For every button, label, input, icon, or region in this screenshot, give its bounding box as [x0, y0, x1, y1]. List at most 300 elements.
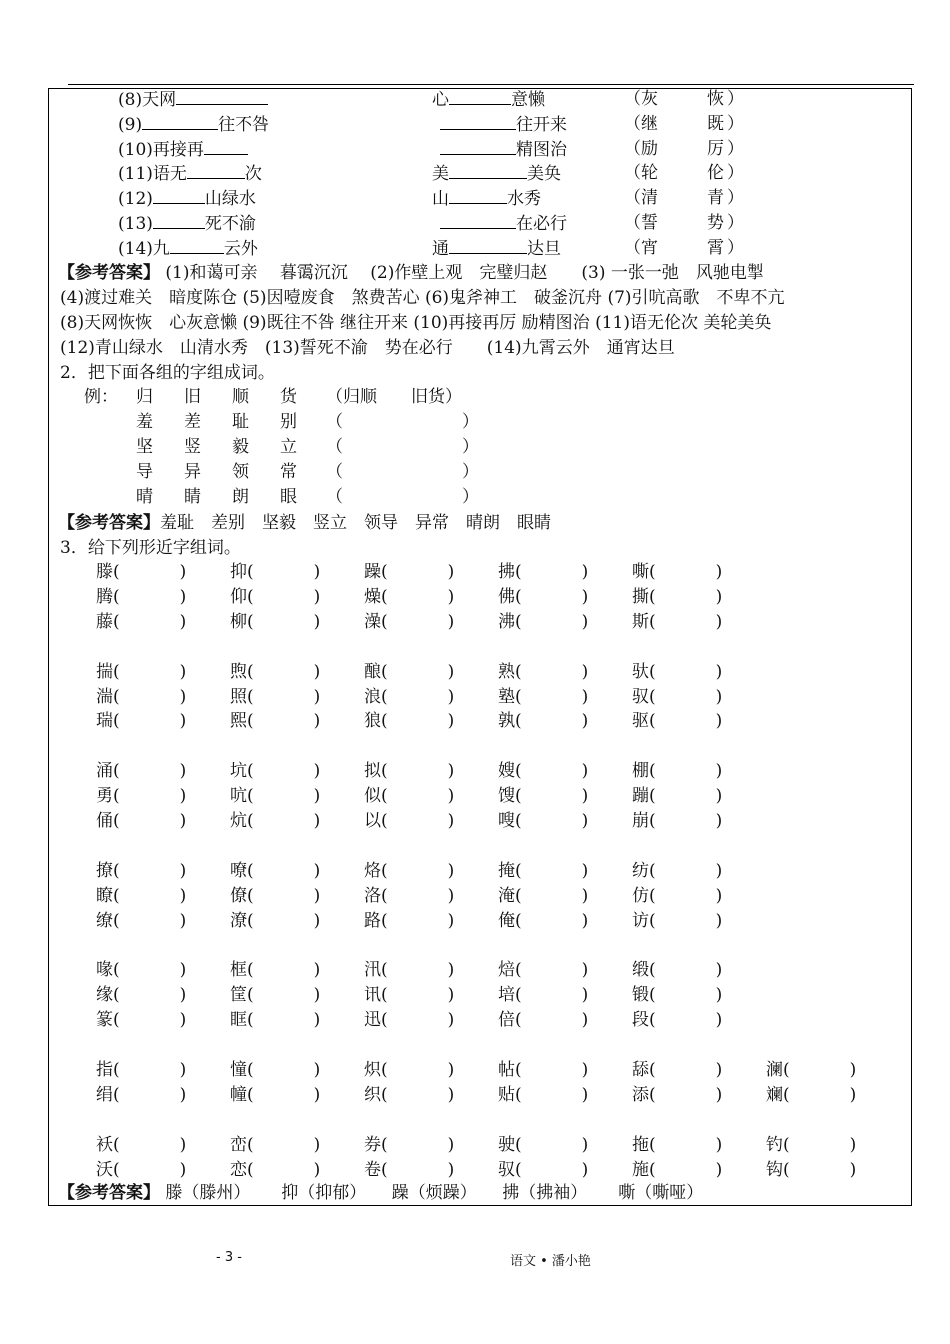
base-char: 似	[364, 786, 381, 807]
base-char: 照	[230, 686, 247, 707]
base-char: 湍	[96, 686, 113, 707]
base-char: 袄	[96, 1134, 113, 1155]
answer-line	[58, 512, 551, 534]
char-cell	[96, 959, 209, 981]
word-blank[interactable]: ( )	[515, 985, 589, 1006]
char-cell	[632, 785, 745, 807]
base-char: 佛	[498, 586, 515, 607]
base-char: 熟	[498, 661, 515, 682]
idiom-hint: （灰 恢 ）	[624, 89, 744, 109]
base-char: 钩	[766, 1159, 783, 1180]
footer-subject: 语文 • 潘小艳	[510, 1254, 591, 1269]
word-blank[interactable]: ( )	[515, 586, 589, 607]
word-blank[interactable]: ( )	[649, 562, 723, 582]
char-cell	[230, 1059, 343, 1081]
base-char: 迅	[364, 1010, 381, 1031]
word-blank[interactable]: ( )	[515, 1159, 589, 1180]
char-cell	[364, 860, 477, 882]
answer-blank[interactable]	[153, 187, 205, 204]
char-cell	[364, 785, 477, 807]
base-char: 汛	[364, 960, 381, 981]
char-cell	[498, 984, 611, 1006]
word-blank[interactable]: ( )	[113, 1060, 187, 1080]
word-blank[interactable]: ( )	[113, 562, 187, 582]
char-cell	[498, 561, 611, 583]
word-blank[interactable]: ( )	[113, 711, 187, 732]
word-blank[interactable]: ( )	[381, 1134, 455, 1155]
char-cell	[364, 1159, 477, 1181]
word-blank[interactable]: ( )	[247, 611, 321, 632]
char-cell	[96, 1009, 209, 1031]
char-cell	[498, 1159, 611, 1181]
word-blank[interactable]: ( )	[113, 786, 187, 807]
char-cell	[364, 1059, 477, 1081]
idiom-text: 往不咎	[218, 114, 270, 135]
idiom-right	[432, 237, 561, 260]
group-char: 坚	[136, 437, 153, 457]
base-char: 嗖	[498, 811, 515, 831]
word-blank[interactable]: ( )	[247, 586, 321, 607]
base-char: 馊	[498, 786, 515, 807]
base-char: 嘶	[632, 562, 649, 582]
word-blank[interactable]: ( )	[515, 611, 589, 632]
base-char: 筐	[230, 985, 247, 1006]
answer-blank[interactable]	[440, 113, 516, 130]
word-blank[interactable]: ( )	[381, 562, 455, 582]
char-cell	[632, 586, 745, 608]
char-cell	[498, 710, 611, 732]
word-blank[interactable]: ( )	[515, 910, 589, 931]
word-blank[interactable]: ( )	[649, 1010, 723, 1031]
char-cell	[230, 1134, 343, 1156]
hint-char: 恢	[707, 89, 724, 109]
question-title: 2．把下面各组的字组成词。	[60, 363, 275, 383]
answer-blank[interactable]	[440, 212, 516, 229]
idiom-text: 次	[244, 164, 262, 185]
answer-blank[interactable]	[176, 88, 268, 105]
char-cell	[364, 984, 477, 1006]
base-char: 纺	[632, 860, 649, 881]
char-cell	[632, 661, 745, 683]
char-cell	[96, 1059, 209, 1081]
idiom-right	[432, 162, 561, 185]
idiom-text: 达旦	[527, 238, 561, 259]
answer-blank[interactable]	[440, 138, 516, 155]
word-blank[interactable]: ( )	[381, 1084, 455, 1105]
word-blank[interactable]: ( )	[247, 910, 321, 931]
char-cell	[364, 1009, 477, 1031]
char-cell	[96, 984, 209, 1006]
base-char: 熙	[230, 711, 247, 732]
base-char: 涌	[96, 761, 113, 782]
word-blank[interactable]: ( )	[247, 960, 321, 981]
base-char: 驮	[632, 661, 649, 682]
base-char: 讯	[364, 985, 381, 1006]
word-blank[interactable]: ( )	[649, 910, 723, 931]
char-cell	[498, 586, 611, 608]
idiom-right	[432, 187, 541, 210]
hint-char: 继	[641, 113, 658, 134]
group-char: 别	[280, 412, 297, 432]
word-blank[interactable]: ( )	[515, 1134, 589, 1155]
char-cell	[632, 959, 745, 981]
answer-text: 羞耻 差别 坚毅 竖立 领导 异常 晴朗 眼睛	[160, 513, 551, 533]
word-blank[interactable]: ( )	[649, 686, 723, 707]
word-blank[interactable]: ( )	[381, 686, 455, 707]
word-blank[interactable]: ( )	[247, 761, 321, 782]
idiom-hint: （宵 霄 ）	[624, 237, 744, 258]
group-char: 耻	[232, 412, 249, 432]
answer-blank[interactable]	[142, 113, 218, 130]
word-blank[interactable]: ( )	[247, 1084, 321, 1105]
word-blank[interactable]: ( )	[515, 761, 589, 782]
word-blank[interactable]: ( )	[381, 811, 455, 831]
char-cell	[96, 586, 209, 608]
base-char: 绢	[96, 1084, 113, 1105]
word-blank[interactable]: ( )	[247, 711, 321, 732]
idiom-text: (12)	[118, 189, 153, 210]
word-blank[interactable]: ( )	[381, 885, 455, 906]
base-char: 以	[364, 811, 381, 831]
word-blank[interactable]: ( )	[113, 985, 187, 1006]
word-blank[interactable]: ( )	[113, 661, 187, 682]
answer-blank[interactable]	[449, 237, 527, 254]
char-cell	[498, 611, 611, 633]
idiom-left	[118, 187, 256, 210]
base-char: 嘹	[230, 860, 247, 881]
base-char: 瑞	[96, 711, 113, 732]
char-cell	[230, 984, 343, 1006]
answer-blank[interactable]	[170, 237, 224, 254]
group-char: 顺	[232, 387, 249, 407]
char-cell	[632, 860, 745, 882]
idiom-text: 美奂	[527, 164, 561, 185]
char-cell	[632, 686, 745, 708]
word-blank[interactable]: ( )	[649, 1060, 723, 1080]
idiom-left	[118, 237, 258, 260]
word-blank[interactable]: ( )	[113, 960, 187, 981]
char-cell	[230, 785, 343, 807]
question-title: 3．给下列形近字组词。	[60, 538, 241, 558]
word-blank[interactable]: ( )	[381, 586, 455, 607]
word-blank[interactable]: ( )	[113, 686, 187, 707]
base-char: 抑	[230, 562, 247, 582]
word-blank[interactable]: ( )	[113, 1134, 187, 1155]
word-blank[interactable]: ( )	[247, 562, 321, 582]
word-blank[interactable]: ( )	[515, 1060, 589, 1080]
base-char: 焙	[498, 960, 515, 981]
base-char: 腾	[96, 586, 113, 607]
char-cell	[96, 1159, 209, 1181]
base-char: 俑	[96, 811, 113, 831]
idiom-text: 云外	[223, 238, 258, 259]
header-rule	[68, 84, 914, 85]
word-blank[interactable]: ( )	[515, 811, 589, 831]
char-cell	[632, 1134, 745, 1156]
base-char: 塾	[498, 686, 515, 707]
base-char: 倍	[498, 1010, 515, 1031]
base-char: 炽	[364, 1060, 381, 1080]
base-char: 酿	[364, 661, 381, 682]
word-blank[interactable]: ( )	[515, 786, 589, 807]
base-char: 撕	[632, 586, 649, 607]
page-number: - 3 -	[216, 1250, 242, 1265]
char-cell	[498, 1009, 611, 1031]
idiom-text: 水秀	[507, 189, 541, 210]
word-blank[interactable]: ( )	[649, 586, 723, 607]
word-blank[interactable]: ( )	[381, 960, 455, 981]
base-char: 喙	[96, 960, 113, 981]
word-blank[interactable]: ( )	[649, 811, 723, 831]
word-blank[interactable]: ( )	[649, 786, 723, 807]
word-answer-slot: （ ）	[326, 487, 479, 507]
char-cell	[230, 959, 343, 981]
word-blank[interactable]: ( )	[515, 711, 589, 732]
answer-blank[interactable]	[204, 138, 248, 155]
word-blank[interactable]: ( )	[381, 910, 455, 931]
word-blank[interactable]: ( )	[515, 686, 589, 707]
answer-label: 【参考答案】	[58, 1182, 160, 1203]
char-cell	[632, 1159, 745, 1181]
base-char: 拟	[364, 761, 381, 782]
word-blank[interactable]: ( )	[247, 1159, 321, 1180]
char-cell	[230, 661, 343, 683]
word-blank[interactable]: ( )	[515, 562, 589, 582]
group-char: 领	[232, 462, 249, 482]
word-blank[interactable]: ( )	[381, 860, 455, 881]
char-cell	[96, 860, 209, 882]
answer-text: 滕（滕州） 抑（抑郁） 躁（烦躁） 拂（拂袖） 嘶（嘶哑）	[165, 1182, 704, 1203]
base-char: 仰	[230, 586, 247, 607]
group-char: 常	[280, 462, 297, 482]
char-cell	[96, 611, 209, 633]
word-blank[interactable]: ( )	[247, 686, 321, 707]
word-blank[interactable]: ( )	[381, 786, 455, 807]
word-blank[interactable]: ( )	[113, 1159, 187, 1180]
base-char: 潦	[230, 910, 247, 931]
idiom-right	[440, 138, 567, 161]
char-cell	[498, 1059, 611, 1081]
hint-char: 宵	[641, 237, 658, 258]
base-char: 憧	[230, 1060, 247, 1080]
base-char: 仿	[632, 885, 649, 906]
group-char: 货	[280, 387, 297, 407]
word-blank[interactable]: ( )	[649, 885, 723, 906]
idiom-text: 山	[432, 189, 449, 210]
base-char: 路	[364, 910, 381, 931]
idiom-left	[118, 162, 262, 185]
word-blank[interactable]: ( )	[113, 1010, 187, 1031]
word-blank[interactable]: ( )	[381, 985, 455, 1006]
answer-text: (1)和蔼可亲 暮霭沉沉 (2)作壁上观 完璧归赵 (3) 一张一弛 风驰电掣	[165, 263, 764, 283]
word-blank[interactable]: ( )	[515, 960, 589, 981]
word-blank[interactable]: ( )	[113, 811, 187, 831]
idiom-text: 意懒	[511, 90, 545, 110]
idiom-left	[118, 212, 256, 235]
idiom-text: 心	[432, 90, 449, 110]
base-char: 券	[364, 1134, 381, 1155]
hint-char: 既	[707, 113, 724, 134]
base-char: 培	[498, 985, 515, 1006]
word-blank[interactable]: ( )	[649, 1134, 723, 1155]
word-blank[interactable]: ( )	[649, 960, 723, 981]
char-cell	[364, 910, 477, 932]
answer-text: (8)天网恢恢 心灰意懒 (9)既往不咎 继往开来 (10)再接再厉 励精图治 (11)语无伦次 美轮美奂	[60, 313, 772, 333]
group-char: 晴	[136, 487, 153, 507]
word-blank[interactable]: ( )	[649, 1159, 723, 1180]
word-blank[interactable]: ( )	[247, 860, 321, 881]
answer-blank[interactable]	[187, 162, 245, 179]
word-blank[interactable]: ( )	[113, 761, 187, 782]
hint-char: 伦	[707, 163, 724, 184]
base-char: 柳	[230, 611, 247, 632]
word-blank[interactable]: ( )	[247, 885, 321, 906]
base-char: 蹦	[632, 786, 649, 807]
word-blank[interactable]: ( )	[247, 1134, 321, 1155]
word-blank[interactable]: ( )	[649, 860, 723, 881]
word-blank[interactable]: ( )	[113, 586, 187, 607]
word-blank[interactable]: ( )	[247, 661, 321, 682]
base-char: 卷	[364, 1159, 381, 1180]
idiom-text: (8)天网	[118, 90, 177, 110]
char-cell	[364, 1134, 477, 1156]
base-char: 俺	[498, 910, 515, 931]
word-blank[interactable]: ( )	[381, 1159, 455, 1180]
word-blank[interactable]: ( )	[783, 1134, 857, 1155]
word-blank[interactable]: ( )	[247, 1060, 321, 1080]
word-blank[interactable]: ( )	[515, 1084, 589, 1105]
base-char: 烙	[364, 860, 381, 881]
word-blank[interactable]: ( )	[113, 1084, 187, 1105]
base-char: 驭	[498, 1159, 515, 1180]
idiom-text: 通	[432, 238, 449, 259]
char-cell	[498, 1084, 611, 1106]
group-char: 毅	[232, 437, 249, 457]
base-char: 燥	[364, 586, 381, 607]
idiom-text: (11)语无	[118, 164, 187, 185]
base-char: 拂	[498, 562, 515, 582]
char-cell	[766, 1159, 879, 1181]
char-cell	[96, 760, 209, 782]
word-blank[interactable]: ( )	[783, 1159, 857, 1180]
char-cell	[230, 1009, 343, 1031]
hint-char: 势	[707, 213, 724, 233]
char-cell	[632, 760, 745, 782]
base-char: 洛	[364, 885, 381, 906]
answer-text: (4)渡过难关 暗度陈仓 (5)因噎废食 煞费苦心 (6)鬼斧神工 破釜沉舟 (7)引吭高歌 不卑不亢	[60, 288, 785, 308]
word-blank[interactable]: ( )	[649, 761, 723, 782]
base-char: 狼	[364, 711, 381, 732]
char-cell	[766, 1084, 879, 1106]
char-cell	[364, 1084, 477, 1106]
hint-char: 霄	[707, 237, 724, 258]
word-blank[interactable]: ( )	[783, 1060, 857, 1080]
answer-line	[60, 337, 675, 359]
base-char: 澜	[766, 1060, 783, 1080]
answer-line	[60, 312, 771, 334]
word-blank[interactable]: ( )	[783, 1084, 857, 1105]
base-char: 舔	[632, 1060, 649, 1080]
word-blank[interactable]: ( )	[649, 985, 723, 1006]
base-char: 缎	[632, 960, 649, 981]
char-cell	[96, 810, 209, 832]
word-blank[interactable]: ( )	[247, 985, 321, 1006]
word-blank[interactable]: ( )	[381, 1060, 455, 1080]
idiom-text: 往开来	[516, 114, 567, 135]
word-blank[interactable]: ( )	[247, 811, 321, 831]
word-blank[interactable]: ( )	[113, 860, 187, 881]
base-char: 澡	[364, 611, 381, 632]
word-blank[interactable]: ( )	[515, 1010, 589, 1031]
word-blank[interactable]: ( )	[381, 661, 455, 682]
idiom-hint: （励 厉 ）	[624, 138, 744, 159]
base-char: 斯	[632, 611, 649, 632]
hint-char: 厉	[707, 138, 724, 159]
word-blank[interactable]: ( )	[113, 611, 187, 632]
word-blank[interactable]: ( )	[649, 1084, 723, 1105]
word-blank[interactable]: ( )	[649, 711, 723, 732]
idiom-text: (9)	[118, 114, 143, 135]
idiom-left	[118, 113, 269, 136]
base-char: 篆	[96, 1010, 113, 1031]
char-cell	[498, 885, 611, 907]
char-cell	[96, 661, 209, 683]
base-char: 恋	[230, 1159, 247, 1180]
answer-line	[60, 287, 785, 309]
word-blank[interactable]: ( )	[649, 611, 723, 632]
word-blank[interactable]: ( )	[381, 711, 455, 732]
group-char: 归	[136, 387, 153, 407]
answer-blank[interactable]	[449, 187, 507, 204]
char-cell	[632, 710, 745, 732]
char-cell	[498, 661, 611, 683]
base-char: 嫂	[498, 761, 515, 782]
word-blank[interactable]: ( )	[515, 661, 589, 682]
base-char: 瞭	[96, 885, 113, 906]
base-char: 访	[632, 910, 649, 931]
idiom-text: (14)九	[118, 238, 170, 259]
idiom-text: 山绿水	[204, 189, 256, 210]
answer-blank[interactable]	[153, 212, 205, 229]
word-blank[interactable]: ( )	[113, 910, 187, 931]
word-blank[interactable]: ( )	[381, 761, 455, 782]
word-blank[interactable]: ( )	[515, 885, 589, 906]
word-blank[interactable]: ( )	[113, 885, 187, 906]
base-char: 钓	[766, 1134, 783, 1155]
idiom-text: 美	[432, 164, 449, 185]
answer-blank[interactable]	[449, 88, 511, 105]
word-blank[interactable]: ( )	[381, 611, 455, 632]
answer-label: 【参考答案】	[58, 263, 160, 283]
word-blank[interactable]: ( )	[247, 786, 321, 807]
group-char: 眼	[280, 487, 297, 507]
char-cell	[498, 760, 611, 782]
base-char: 沃	[96, 1159, 113, 1180]
answer-blank[interactable]	[449, 162, 527, 179]
char-cell	[632, 885, 745, 907]
base-char: 拖	[632, 1134, 649, 1155]
base-char: 吭	[230, 786, 247, 807]
hint-char: 清	[641, 188, 658, 209]
word-blank[interactable]: ( )	[649, 661, 723, 682]
char-cell	[230, 611, 343, 633]
word-blank[interactable]: ( )	[515, 860, 589, 881]
word-blank[interactable]: ( )	[247, 1010, 321, 1031]
char-cell	[364, 885, 477, 907]
word-blank[interactable]: ( )	[381, 1010, 455, 1031]
group-char: 睛	[184, 487, 201, 507]
char-cell	[96, 785, 209, 807]
